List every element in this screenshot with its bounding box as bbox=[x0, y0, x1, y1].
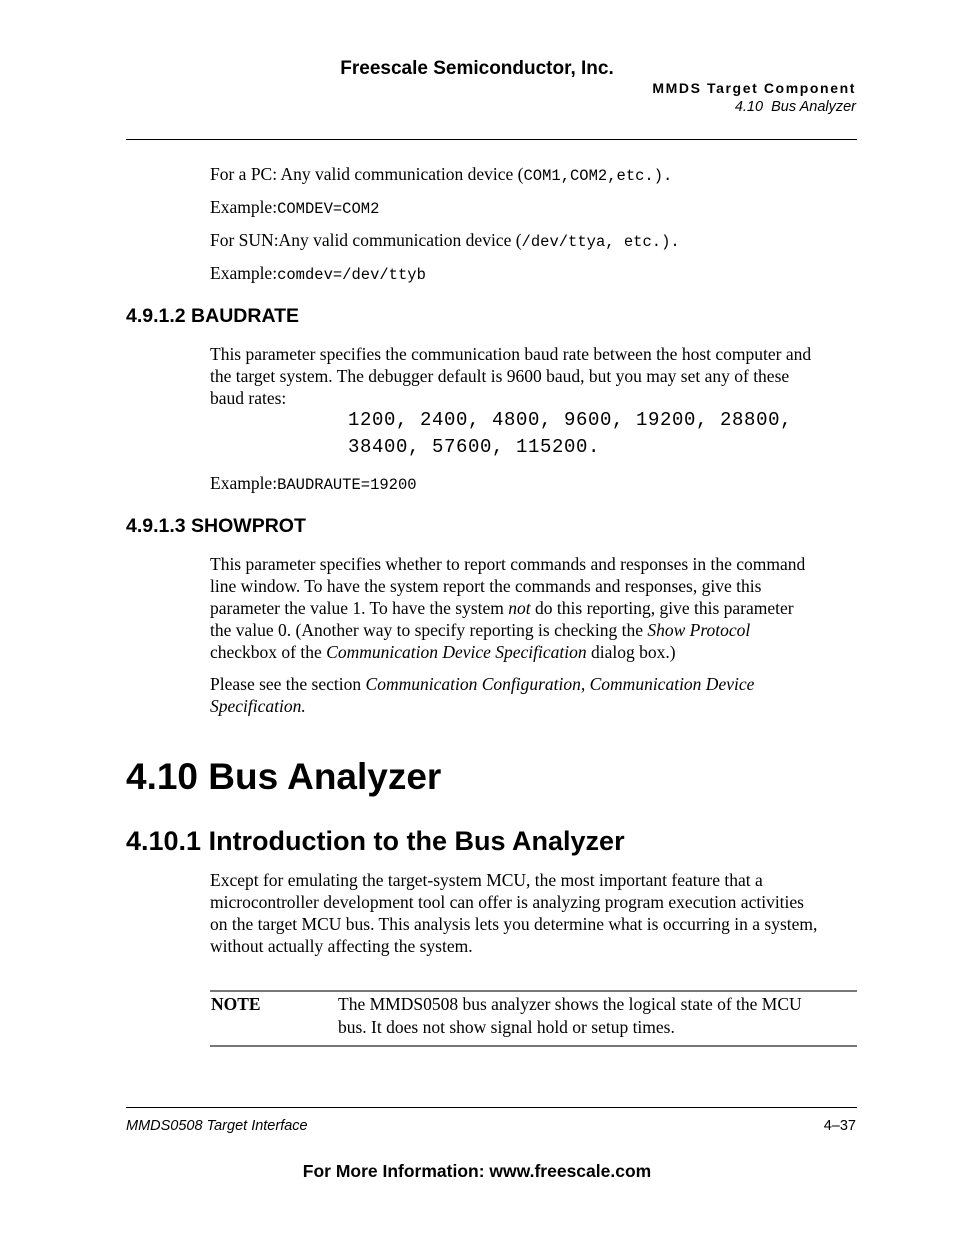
comdev-pc-example bbox=[210, 196, 860, 220]
emphasis: Specification. bbox=[210, 696, 306, 716]
note-line: The MMDS0508 bus analyzer shows the logical state of the MCU bbox=[338, 994, 802, 1014]
header-component: MMDS Target Component bbox=[652, 80, 856, 96]
showprot-paragraph bbox=[210, 553, 860, 663]
baudrate-line: baud rates: bbox=[210, 388, 287, 408]
note-label: NOTE bbox=[211, 994, 261, 1014]
text-run: Please see the section bbox=[210, 674, 366, 694]
comdev-sun-code: /dev/ttya, etc.). bbox=[521, 233, 680, 251]
see-line bbox=[210, 695, 860, 717]
footer-more-info: For More Information: www.freescale.com bbox=[302, 1161, 652, 1181]
emphasis: Communication Device Specification bbox=[326, 642, 587, 662]
example-label: Example: bbox=[210, 197, 278, 217]
header-rule bbox=[126, 139, 857, 140]
emphasis: Show Protocol bbox=[647, 620, 751, 640]
example-label: Example: bbox=[210, 473, 278, 493]
header-section-ref: 4.10 Bus Analyzer bbox=[734, 99, 856, 115]
showprot-line bbox=[210, 641, 860, 663]
showprot-line: line window. To have the system report the commands and responses, give this bbox=[210, 576, 762, 596]
text-run: do this reporting, give this parameter bbox=[530, 598, 794, 618]
comdev-pc-line bbox=[210, 163, 860, 187]
note-line: bus. It does not show signal hold or setup times. bbox=[338, 1017, 675, 1037]
text-run: dialog box.) bbox=[586, 642, 676, 662]
intro-line: microcontroller development tool can offer is analyzing program execution activities bbox=[210, 892, 804, 912]
note-top-rule bbox=[210, 990, 857, 992]
text-run: checkbox of the bbox=[210, 642, 327, 662]
comdev-pc-code: COM1,COM2,etc.). bbox=[523, 167, 673, 185]
baud-rates-line-2: 38400, 57600, 115200. bbox=[348, 436, 601, 458]
footer-doc-title: MMDS0508 Target Interface bbox=[126, 1118, 308, 1134]
baud-rates-line-1: 1200, 2400, 4800, 9600, 19200, 28800, bbox=[348, 409, 793, 431]
section-subtitle: 4.10.1 Introduction to the Bus Analyzer bbox=[126, 826, 625, 856]
section-title: 4.10 Bus Analyzer bbox=[126, 756, 442, 797]
see-line bbox=[210, 673, 860, 695]
text-run: parameter the value 1. To have the system bbox=[210, 598, 509, 618]
header-company: Freescale Semiconductor, Inc. bbox=[340, 58, 614, 79]
baudrate-line: the target system. The debugger default is 9600 baud, but you may set any of these bbox=[210, 366, 790, 386]
intro-line: on the target MCU bus. This analysis lets you determine what is occurring in a system, bbox=[210, 914, 818, 934]
comdev-sun-text: For SUN:Any valid communication device ( bbox=[210, 230, 522, 250]
example-code: BAUDRAUTE=19200 bbox=[277, 476, 417, 494]
showprot-line: This parameter specifies whether to report commands and responses in the command bbox=[210, 554, 806, 574]
intro-line: without actually affecting the system. bbox=[210, 936, 473, 956]
footer-rule bbox=[126, 1107, 857, 1108]
intro-line: Except for emulating the target-system MCU, the most important feature that a bbox=[210, 870, 763, 890]
comdev-sun-line bbox=[210, 229, 860, 253]
showprot-see-section bbox=[210, 673, 860, 717]
note-bottom-rule bbox=[210, 1045, 857, 1047]
section-intro-paragraph bbox=[210, 869, 860, 957]
baudrate-paragraph bbox=[210, 343, 860, 409]
emphasis: Communication Configuration, Communication Device bbox=[365, 674, 755, 694]
example-code: COMDEV=COM2 bbox=[277, 200, 380, 218]
baudrate-line: This parameter specifies the communication baud rate between the host computer and bbox=[210, 344, 812, 364]
emphasis: not bbox=[508, 598, 531, 618]
text-run: the value 0. (Another way to specify reporting is checking the bbox=[210, 620, 648, 640]
baudrate-heading: 4.9.1.2 BAUDRATE bbox=[126, 305, 300, 327]
footer-page-number: 4–37 bbox=[823, 1118, 856, 1134]
showprot-heading: 4.9.1.3 SHOWPROT bbox=[126, 515, 306, 537]
example-code: comdev=/dev/ttyb bbox=[277, 266, 426, 284]
note-text bbox=[338, 993, 858, 1038]
comdev-pc-text: For a PC: Any valid communication device ( bbox=[210, 164, 524, 184]
showprot-line bbox=[210, 619, 860, 641]
comdev-sun-example bbox=[210, 262, 860, 286]
showprot-line bbox=[210, 597, 860, 619]
example-label: Example: bbox=[210, 263, 278, 283]
baudrate-example bbox=[210, 472, 860, 496]
